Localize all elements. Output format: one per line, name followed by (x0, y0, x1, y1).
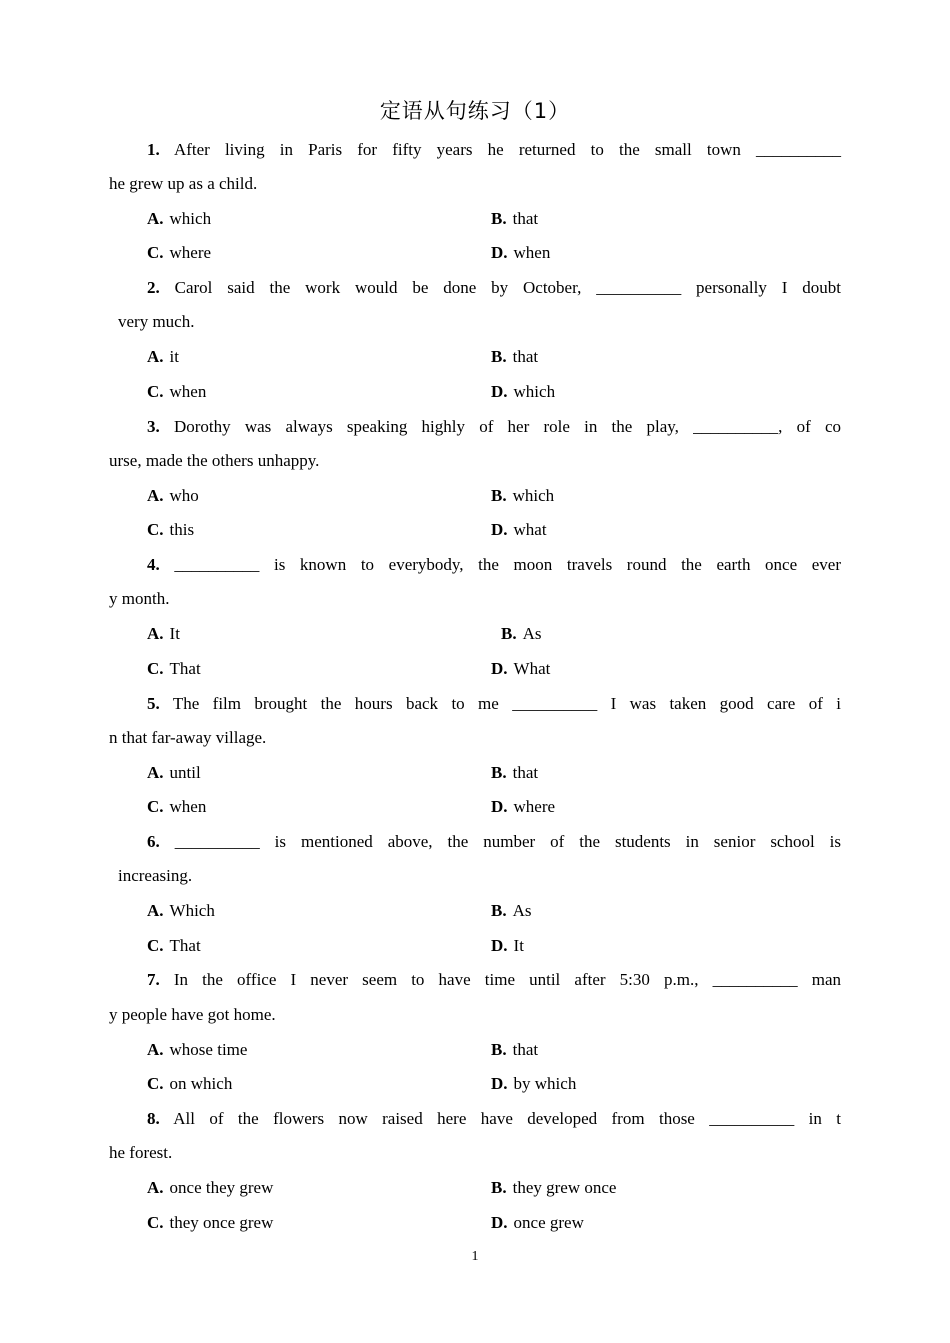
option-a: A. It (147, 624, 180, 643)
question-6-line-1 (147, 830, 841, 854)
question-number: 3. (147, 417, 160, 436)
option-b: B. they grew once (491, 1178, 617, 1197)
question-text: __________ is mentioned above, the number of the students in senior school is (174, 832, 841, 851)
option-c: C. when (147, 797, 207, 816)
option-d: D. What (491, 659, 551, 678)
option-text: Which (169, 901, 215, 920)
option-text: on which (169, 1074, 233, 1093)
option-a: A. whose time (147, 1040, 248, 1059)
option-d: D. what (491, 520, 547, 539)
option-d: D. when (491, 243, 551, 262)
option-d: D. by which (491, 1074, 577, 1093)
option-d: D. which (491, 382, 556, 401)
page-title: 定语从句练习（1） (379, 99, 571, 123)
option-text: which (169, 209, 212, 228)
option-b: B. As (491, 901, 532, 920)
option-a: A. who (147, 486, 199, 505)
option-b: B. As (501, 624, 542, 643)
option-b: B. that (491, 209, 539, 228)
option-text: where (513, 797, 556, 816)
option-text: that (512, 1040, 539, 1059)
option-c: C. That (147, 659, 201, 678)
option-c: C. when (147, 382, 207, 401)
page-number: 1 (471, 1249, 479, 1264)
option-text: where (169, 243, 212, 262)
question-number: 1. (147, 140, 160, 159)
option-text: until (169, 763, 201, 782)
option-b: B. that (491, 347, 539, 366)
question-4-line-2: y month. (109, 589, 170, 608)
option-text: who (169, 486, 199, 505)
option-text: whose time (169, 1040, 248, 1059)
question-text: All of the flowers now raised here have developed from those __________ in t (173, 1109, 841, 1128)
question-text: In the office I never seem to have time until after 5:30 p.m., __________ man (173, 970, 841, 989)
question-text: After living in Paris for fifty years he returned to the small town __________ (173, 140, 841, 159)
option-c: C. this (147, 520, 195, 539)
question-5-line-1 (147, 692, 841, 716)
option-a: A. Which (147, 901, 215, 920)
question-1-line-2: he grew up as a child. (109, 174, 258, 193)
option-d: D. It (491, 936, 524, 955)
question-number: 5. (147, 694, 160, 713)
question-8-line-1 (147, 1107, 841, 1131)
question-8-line-2: he forest. (109, 1143, 173, 1162)
question-2-line-1 (147, 276, 841, 300)
option-text: It (169, 624, 180, 643)
option-text: they once grew (169, 1213, 274, 1232)
option-c: C. where (147, 243, 212, 262)
option-text: this (169, 520, 195, 539)
option-text: which (512, 486, 555, 505)
question-text: Dorothy was always speaking highly of her role in the play, __________, of co (173, 417, 842, 436)
option-text: what (513, 520, 547, 539)
option-b: B. that (491, 763, 539, 782)
option-d: D. where (491, 797, 556, 816)
option-text: What (513, 659, 551, 678)
option-text: by which (513, 1074, 577, 1093)
question-number: 6. (147, 832, 160, 851)
option-text: once they grew (169, 1178, 274, 1197)
option-text: that (512, 347, 539, 366)
question-3-line-2: urse, made the others unhappy. (109, 451, 320, 470)
option-text: when (169, 382, 207, 401)
option-text: That (169, 936, 201, 955)
question-6-line-2: increasing. (118, 866, 193, 885)
question-7-line-2: y people have got home. (109, 1005, 276, 1024)
question-text: The film brought the hours back to me __________ I was taken good care of i (172, 694, 841, 713)
option-text: once grew (513, 1213, 584, 1232)
option-a: A. it (147, 347, 179, 366)
option-text: It (513, 936, 524, 955)
question-number: 2. (147, 278, 160, 297)
option-c: C. they once grew (147, 1213, 274, 1232)
option-text: when (169, 797, 207, 816)
option-a: A. until (147, 763, 201, 782)
question-3-line-1 (147, 415, 841, 439)
question-4-line-1 (147, 553, 841, 577)
option-c: C. That (147, 936, 201, 955)
option-d: D. once grew (491, 1213, 584, 1232)
option-text: it (169, 347, 179, 366)
option-b: B. which (491, 486, 555, 505)
option-text: which (513, 382, 556, 401)
question-number: 7. (147, 970, 160, 989)
option-b: B. that (491, 1040, 539, 1059)
question-number: 4. (147, 555, 160, 574)
question-number: 8. (147, 1109, 160, 1128)
option-c: C. on which (147, 1074, 233, 1093)
option-a: A. which (147, 209, 212, 228)
question-5-line-2: n that far-away village. (109, 728, 267, 747)
option-text: they grew once (512, 1178, 617, 1197)
option-text: As (522, 624, 542, 643)
question-7-line-1 (147, 968, 841, 992)
question-2-line-2: very much. (118, 312, 195, 331)
question-1-line-1 (147, 138, 841, 162)
question-text: Carol said the work would be done by October, __________ personally I doubt (174, 278, 841, 297)
option-text: when (513, 243, 551, 262)
question-text: __________ is known to everybody, the moon travels round the earth once ever (174, 555, 842, 574)
option-text: As (512, 901, 532, 920)
option-text: that (512, 763, 539, 782)
option-text: That (169, 659, 201, 678)
option-a: A. once they grew (147, 1178, 274, 1197)
option-text: that (512, 209, 539, 228)
